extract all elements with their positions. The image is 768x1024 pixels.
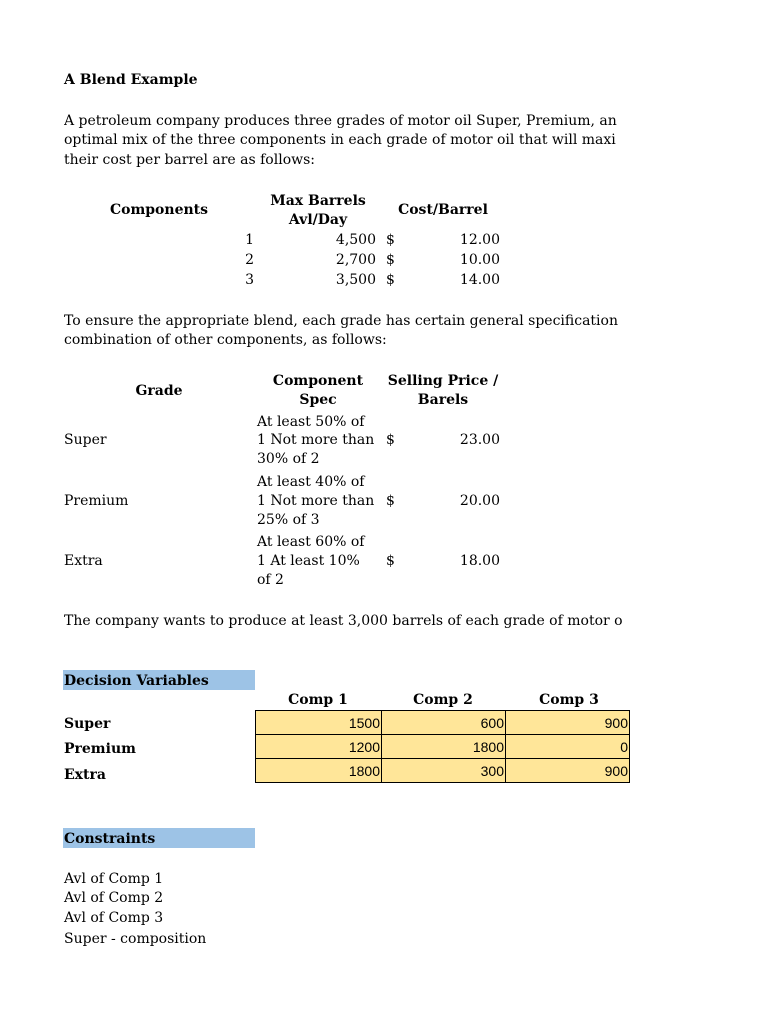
dv-cell[interactable]: 1800 (382, 735, 506, 759)
grade-spec-line3: of 2 (257, 572, 284, 588)
component-max: 4,500 (335, 232, 376, 248)
grade-currency: $ (386, 493, 395, 509)
spec-intro-line-1: To ensure the appropriate blend, each grade has certain general specification (64, 313, 618, 329)
constraint-item: Avl of Comp 3 (64, 910, 164, 926)
grade-spec-line2: 1 Not more than (257, 493, 375, 509)
dv-row-label: Extra (64, 767, 106, 783)
constraint-item: Avl of Comp 2 (64, 890, 164, 906)
dv-column-header: Comp 2 (413, 692, 473, 708)
grade-price: 18.00 (459, 553, 500, 569)
components-header: Components (109, 202, 209, 218)
grade-name: Super (64, 432, 107, 448)
max-barrels-header-line1: Max Barrels (270, 193, 366, 209)
grade-currency: $ (386, 432, 395, 448)
spec-intro-line-2: combination of other components, as follows: (64, 332, 387, 348)
component-cost: 10.00 (459, 252, 500, 268)
intro-line-1: A petroleum company produces three grades of motor oil Super, Premium, an (64, 113, 617, 129)
page-title: A Blend Example (64, 72, 198, 88)
grade-spec-line3: 30% of 2 (257, 451, 320, 467)
dv-cell[interactable]: 300 (382, 759, 506, 783)
dv-row-label: Premium (64, 741, 136, 757)
grade-spec-line1: At least 50% of (257, 414, 365, 430)
grade-spec-line1: At least 60% of (257, 534, 365, 550)
grade-spec-line1: At least 40% of (257, 474, 365, 490)
max-barrels-header-line2: Avl/Day (288, 212, 348, 228)
intro-line-2: optimal mix of the three components in each grade of motor oil that will maxi (64, 132, 616, 148)
dv-cell[interactable]: 900 (506, 711, 630, 735)
component-currency: $ (386, 252, 395, 268)
grade-header: Grade (135, 383, 183, 399)
selling-price-header-line1: Selling Price / (387, 373, 499, 389)
dv-column-header: Comp 3 (539, 692, 599, 708)
component-cost: 14.00 (459, 272, 500, 288)
component-spec-header-line2: Spec (299, 392, 337, 408)
dv-cell[interactable]: 600 (382, 711, 506, 735)
component-currency: $ (386, 272, 395, 288)
decision-variables-heading: Decision Variables (64, 673, 209, 689)
dv-row (256, 759, 630, 783)
dv-cell[interactable]: 1500 (256, 711, 382, 735)
dv-cell[interactable]: 1200 (256, 735, 382, 759)
grade-name: Premium (64, 493, 129, 509)
dv-row-label: Super (64, 716, 111, 732)
grade-price: 20.00 (459, 493, 500, 509)
component-id: 2 (245, 252, 254, 268)
component-spec-header-line1: Component (272, 373, 364, 389)
dv-row (256, 735, 630, 759)
dv-cell[interactable]: 1800 (256, 759, 382, 783)
grade-name: Extra (64, 553, 103, 569)
grade-currency: $ (386, 553, 395, 569)
dv-cell[interactable]: 900 (506, 759, 630, 783)
component-max: 3,500 (335, 272, 376, 288)
dv-row (256, 711, 630, 735)
intro-line-3: their cost per barrel are as follows: (64, 152, 316, 168)
component-max: 2,700 (335, 252, 376, 268)
constraint-item: Super - composition (64, 931, 207, 947)
grade-price: 23.00 (459, 432, 500, 448)
component-id: 3 (245, 272, 254, 288)
dv-cell[interactable]: 0 (506, 735, 630, 759)
grade-spec-line2: 1 Not more than (257, 432, 375, 448)
selling-price-header-line2: Barels (417, 392, 469, 408)
component-id: 1 (245, 232, 254, 248)
grade-spec-line2: 1 At least 10% (257, 553, 360, 569)
decision-variables-grid (255, 710, 630, 783)
component-currency: $ (386, 232, 395, 248)
production-note: The company wants to produce at least 3,000 barrels of each grade of motor o (64, 613, 623, 629)
cost-barrel-header: Cost/Barrel (398, 202, 488, 218)
dv-column-header: Comp 1 (288, 692, 348, 708)
constraint-item: Avl of Comp 1 (64, 871, 164, 887)
constraints-heading: Constraints (64, 831, 156, 847)
grade-spec-line3: 25% of 3 (257, 512, 320, 528)
component-cost: 12.00 (459, 232, 500, 248)
